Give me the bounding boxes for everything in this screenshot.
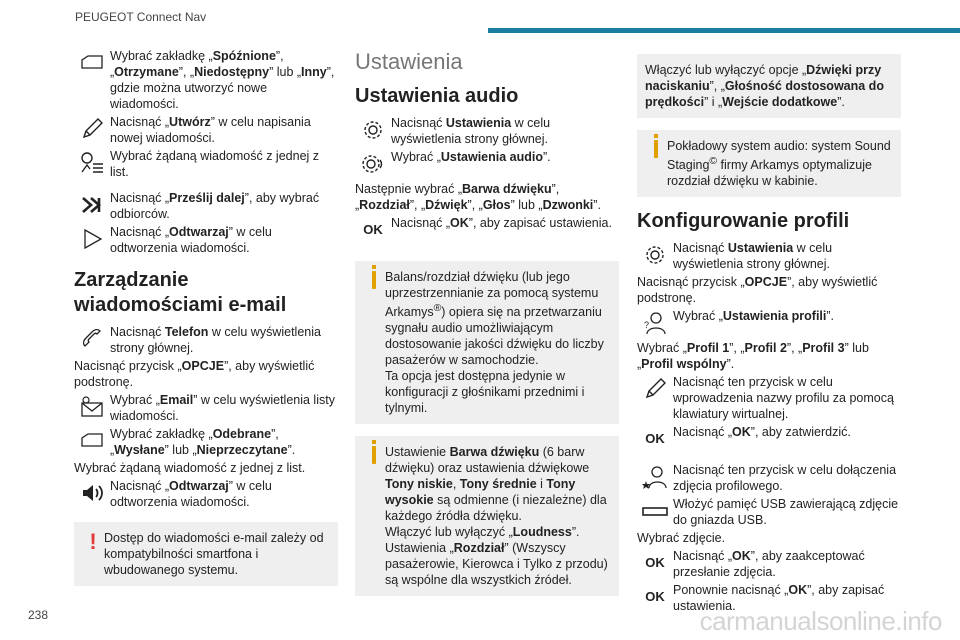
gear-icon [355,115,391,145]
tab-icon [74,426,110,456]
step-profile-settings: Nacisnąć Ustawienia w celu wyświetlenia strony głównej. [637,240,901,272]
step-choose-profile: Wybrać „Profil 1”, „Profil 2”, „Profil 3” lub „Profil wspólny”. [637,341,869,372]
step-options: Nacisnąć przycisk „OPCJE”, aby wyświetlić podstronę. [74,359,315,389]
options-note: Włączyć lub wyłączyć opcje „Dźwięki przy naciskaniu”, „Głośność dostosowana do prędkości” i „Wejście dodatkowe”. [637,54,901,118]
profile-icon [637,308,673,338]
step-settings: Nacisnąć Ustawienia w celu wyświetlenia strony głównej. [355,115,619,147]
info-note-arkamys: Pokładowy system audio: system Sound Staging© firmy Arkamys optymalizuje rozdział dźwięku w kabinie. [637,130,901,197]
step-photo-ok: OK Nacisnąć „OK”, aby zaakceptować przesłanie zdjęcia. [637,548,901,580]
ok-icon: OK [645,589,665,605]
step-email-tab: Wybrać zakładkę „Odebrane”, „Wysłane” lub „Nieprzeczytane”. [74,426,338,458]
usb-icon [637,496,673,526]
step-email-play: Nacisnąć „Odtwarzaj” w celu odtworzenia wiadomości. [74,478,338,510]
step-phone: Nacisnąć Telefon w celu wyświetlenia strony głównej. [74,324,338,356]
message-list-icon [74,148,110,178]
step-choose-photo: Wybrać zdjęcie. [637,531,726,546]
gear-icon [637,240,673,270]
step-profile-name: Nacisnąć ten przycisk w celu wprowadzenia nazwy profilu za pomocą klawiatury wirtualnej. [637,374,901,422]
step-audio-settings: Wybrać „Ustawienia audio”. [355,149,619,179]
step-profile-photo: Nacisnąć ten przycisk w celu dołączenia zdjęcia profilowego. [637,462,901,494]
column-middle [355,48,619,606]
heading-settings: Ustawienia [355,49,463,74]
info-icon [363,269,385,416]
speaker-icon [74,478,110,508]
phone-icon [74,324,110,354]
ok-icon: OK [363,222,383,237]
ok-icon: OK [645,431,665,447]
info-icon [363,444,385,588]
pencil-icon [637,374,673,404]
step-select-message: Wybrać żądaną wiadomość z jednej z list. [74,148,338,180]
step-select-tab: Wybrać zakładkę „Spóźnione”, „Otrzymane”, „Niedostępny” lub „Inny”, gdzie można utworzyć nowe wiadomości. [74,48,338,112]
play-icon [74,224,110,254]
watermark: carmanualsonline.info [699,606,942,636]
running-header: PEUGEOT Connect Nav [75,10,207,24]
tab-icon [74,48,110,78]
warning-icon: ! [89,529,97,554]
heading-profiles: Konfigurowanie profili [637,210,850,233]
heading-email: Zarządzanie wiadomościami e-mail [74,269,287,316]
audio-settings-icon [355,149,391,179]
info-icon [645,138,667,189]
svg-text:?: ? [644,320,650,331]
pencil-icon [74,114,110,144]
warning-note: ! Dostęp do wiadomości e-mail zależy od kompatybilności smartfona i wbudowanego systemu. [74,522,338,586]
step-profile-select: ? Wybrać „Ustawienia profili”. [637,308,901,338]
email-icon [74,392,110,422]
profile-photo-icon [637,462,673,492]
info-note-balance: Balans/rozdział dźwięku (lub jego uprzestrzennianie za pomocą systemu Arkamys®) opiera się na przetwarzaniu sygnału audio umożliwiającym dostosowanie jakości dźwięku do liczby pasażerów w samochodzie. Ta opcja jest dostępna jedynie w konfiguracji z głośnikami przednimi i tylnymi. [355,261,619,424]
step-final-ok: OK Ponownie nacisnąć „OK”, aby zapisać ustawienia. [637,582,901,614]
ok-icon: OK [645,555,665,571]
page-number: 238 [28,608,49,622]
step-compose: Nacisnąć „Utwórz” w celu napisania nowej wiadomości. [74,114,338,146]
step-usb: Włożyć pamięć USB zawierającą zdjęcie do gniazda USB. [637,496,901,528]
header-accent-bar [488,28,960,33]
step-profile-options: Nacisnąć przycisk „OPCJE”, aby wyświetlić podstronę. [637,275,878,306]
info-note-tone: Ustawienie Barwa dźwięku (6 barw dźwięku) oraz ustawienia dźwiękowe Tony niskie, Tony średnie i Tony wysokie są odmienne (i niezależne) dla każdego źródła dźwięku. Włączyć lub wyłączyć „Loudness”. Ustawienia „Rozdział” (Wszyscy pasażerowie, Kierowca i Tylko z przodu) są wspólne dla wszystkich źródeł. [355,436,619,596]
step-select-email: Wybrać żądaną wiadomość z jednej z list. [74,461,306,475]
step-play: Nacisnąć „Odtwarzaj” w celu odtworzenia wiadomości. [74,224,338,256]
forward-icon [74,190,110,220]
column-right [637,48,901,616]
step-choose-option: Następnie wybrać „Barwa dźwięku”, „Rozdział”, „Dźwięk”, „Głos” lub „Dzwonki”. [355,182,601,212]
step-forward: Nacisnąć „Prześlij dalej”, aby wybrać odbiorców. [74,190,338,222]
heading-audio: Ustawienia audio [355,85,519,107]
step-email: Wybrać „Email” w celu wyświetlenia listy wiadomości. [74,392,338,424]
step-ok-save: OK Nacisnąć „OK”, aby zapisać ustawienia. [355,215,619,245]
column-left [74,48,338,596]
step-profile-ok: OK Nacisnąć „OK”, aby zatwierdzić. [637,424,901,454]
